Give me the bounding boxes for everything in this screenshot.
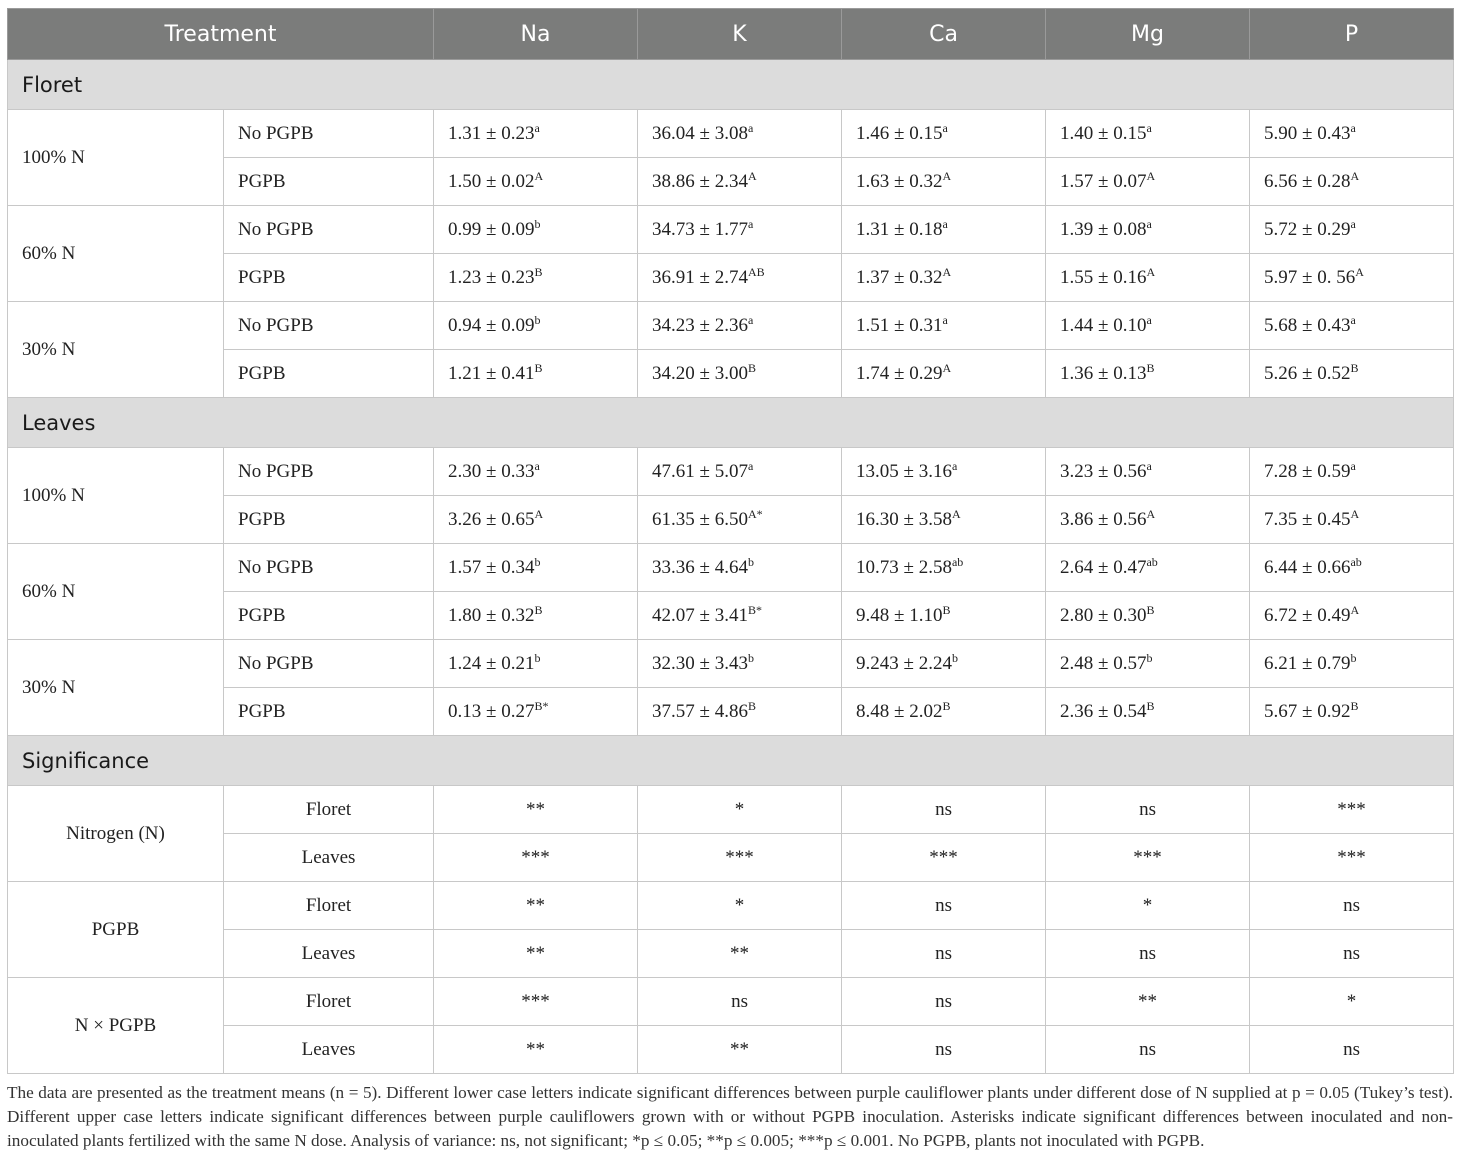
mean-sd-value: 2.48 ± 0.57 <box>1060 652 1147 674</box>
significance-letter: A <box>942 360 952 375</box>
significance-letter: a <box>534 120 540 135</box>
significance-cell: *** <box>1250 786 1454 834</box>
mean-sd-value: 2.80 ± 0.30 <box>1060 604 1147 626</box>
significance-letter: ab <box>1350 554 1362 569</box>
significance-letter: B* <box>534 698 549 713</box>
section-title: Floret <box>8 60 1454 110</box>
value-cell <box>434 110 638 158</box>
significance-letter: a <box>747 312 754 327</box>
mean-sd-value: 2.30 ± 0.33 <box>448 460 535 482</box>
significance-letter: ab <box>1146 554 1158 569</box>
inoculation-label: No PGPB <box>224 110 434 158</box>
significance-cell: ns <box>1046 930 1250 978</box>
significance-letter: B <box>747 698 756 713</box>
significance-letter: B <box>534 264 543 279</box>
column-header-k: K <box>638 9 842 60</box>
significance-letter: a <box>747 216 754 231</box>
table-row <box>8 448 1454 496</box>
mean-sd-value: 0.13 ± 0.27 <box>448 700 535 722</box>
mean-sd-value: 34.23 ± 2.36 <box>652 314 748 336</box>
mean-sd-value: 3.26 ± 0.65 <box>448 508 535 530</box>
significance-cell: ns <box>638 978 842 1026</box>
mean-sd-value: 6.72 ± 0.49 <box>1264 604 1351 626</box>
nitrogen-dose-label: 30% N <box>8 640 224 736</box>
inoculation-label: No PGPB <box>224 206 434 254</box>
significance-letter: B <box>942 698 951 713</box>
significance-letter: B <box>747 360 756 375</box>
significance-letter: B <box>1350 360 1359 375</box>
table-row <box>8 110 1454 158</box>
significance-letter: B <box>942 602 951 617</box>
mean-sd-value: 1.37 ± 0.32 <box>856 266 943 288</box>
significance-letter: A <box>747 168 757 183</box>
column-header-p: P <box>1250 9 1454 60</box>
value-cell <box>1250 110 1454 158</box>
mean-sd-value: 5.68 ± 0.43 <box>1264 314 1351 336</box>
value-cell <box>638 158 842 206</box>
significance-letter: A <box>1350 506 1360 521</box>
section-title: Significance <box>8 736 1454 786</box>
significance-letter: a <box>1350 312 1356 327</box>
significance-letter: a <box>1146 312 1152 327</box>
mean-sd-value: 47.61 ± 5.07 <box>652 460 748 482</box>
value-cell <box>842 688 1046 736</box>
value-cell <box>1046 592 1250 640</box>
mean-sd-value: 1.39 ± 0.08 <box>1060 218 1147 240</box>
mean-sd-value: 1.24 ± 0.21 <box>448 652 535 674</box>
table-row <box>8 158 1454 206</box>
value-cell <box>638 544 842 592</box>
significance-cell: ns <box>842 786 1046 834</box>
significance-letter: b <box>1350 650 1357 665</box>
mean-sd-value: 0.99 ± 0.09 <box>448 218 535 240</box>
value-cell <box>1250 496 1454 544</box>
significance-letter: a <box>1350 216 1356 231</box>
value-cell <box>638 302 842 350</box>
significance-letter: AB <box>747 264 765 279</box>
significance-cell: ** <box>434 930 638 978</box>
value-cell <box>1250 158 1454 206</box>
inoculation-label: PGPB <box>224 496 434 544</box>
table-row <box>8 834 1454 882</box>
table-row <box>8 592 1454 640</box>
significance-cell: ** <box>434 882 638 930</box>
significance-letter: A <box>951 506 961 521</box>
inoculation-label: PGPB <box>224 592 434 640</box>
value-cell <box>1046 302 1250 350</box>
mean-sd-value: 1.63 ± 0.32 <box>856 170 943 192</box>
mean-sd-value: 1.21 ± 0.41 <box>448 362 535 384</box>
value-cell <box>638 448 842 496</box>
mean-sd-value: 61.35 ± 6.50 <box>652 508 748 530</box>
table-row <box>8 496 1454 544</box>
value-cell <box>638 254 842 302</box>
mean-sd-value: 3.86 ± 0.56 <box>1060 508 1147 530</box>
table-row <box>8 544 1454 592</box>
inoculation-label: PGPB <box>224 688 434 736</box>
significance-letter: a <box>1350 458 1356 473</box>
mean-sd-value: 1.50 ± 0.02 <box>448 170 535 192</box>
column-header-ca: Ca <box>842 9 1046 60</box>
significance-cell: ** <box>638 1026 842 1074</box>
value-cell <box>842 110 1046 158</box>
significance-cell: ns <box>1250 882 1454 930</box>
mean-sd-value: 1.46 ± 0.15 <box>856 122 943 144</box>
tissue-label: Leaves <box>224 1026 434 1074</box>
significance-letter: b <box>534 554 541 569</box>
mean-sd-value: 5.72 ± 0.29 <box>1264 218 1351 240</box>
mean-sd-value: 2.64 ± 0.47 <box>1060 556 1147 578</box>
mean-sd-value: 1.51 ± 0.31 <box>856 314 943 336</box>
mean-sd-value: 1.57 ± 0.34 <box>448 556 535 578</box>
value-cell <box>434 544 638 592</box>
significance-letter: a <box>534 458 540 473</box>
significance-cell: ns <box>842 930 1046 978</box>
significance-cell: ns <box>842 882 1046 930</box>
mean-sd-value: 1.44 ± 0.10 <box>1060 314 1147 336</box>
mean-sd-value: 1.31 ± 0.23 <box>448 122 535 144</box>
mean-sd-value: 34.20 ± 3.00 <box>652 362 748 384</box>
section-row <box>8 60 1454 110</box>
mean-sd-value: 7.35 ± 0.45 <box>1264 508 1351 530</box>
table-row <box>8 882 1454 930</box>
significance-letter: B <box>534 360 543 375</box>
significance-cell: *** <box>1250 834 1454 882</box>
tissue-label: Floret <box>224 882 434 930</box>
significance-cell: *** <box>434 834 638 882</box>
mean-sd-value: 5.97 ± 0. 56 <box>1264 266 1356 288</box>
factor-label: Nitrogen (N) <box>8 786 224 882</box>
mean-sd-value: 6.56 ± 0.28 <box>1264 170 1351 192</box>
tissue-label: Floret <box>224 786 434 834</box>
mean-sd-value: 1.57 ± 0.07 <box>1060 170 1147 192</box>
section-row <box>8 398 1454 448</box>
significance-letter: B* <box>747 602 762 617</box>
inoculation-label: No PGPB <box>224 544 434 592</box>
value-cell <box>1250 206 1454 254</box>
significance-letter: a <box>1146 458 1152 473</box>
significance-letter: A <box>1355 264 1364 279</box>
value-cell <box>638 350 842 398</box>
significance-letter: A <box>1146 168 1156 183</box>
value-cell <box>842 350 1046 398</box>
mean-sd-value: 3.23 ± 0.56 <box>1060 460 1147 482</box>
significance-letter: A <box>534 506 544 521</box>
mean-sd-value: 1.74 ± 0.29 <box>856 362 943 384</box>
value-cell <box>434 496 638 544</box>
section-title: Leaves <box>8 398 1454 448</box>
significance-letter: b <box>534 216 541 231</box>
significance-cell: ** <box>638 930 842 978</box>
value-cell <box>842 496 1046 544</box>
mean-sd-value: 5.90 ± 0.43 <box>1264 122 1351 144</box>
significance-cell: ns <box>1250 930 1454 978</box>
table-row <box>8 978 1454 1026</box>
value-cell <box>1250 688 1454 736</box>
header-row <box>8 9 1454 60</box>
significance-letter: a <box>951 458 958 473</box>
mean-sd-value: 42.07 ± 3.41 <box>652 604 748 626</box>
value-cell <box>1046 640 1250 688</box>
significance-cell: *** <box>638 834 842 882</box>
significance-letter: A <box>1350 602 1360 617</box>
mean-sd-value: 1.36 ± 0.13 <box>1060 362 1147 384</box>
table-row <box>8 640 1454 688</box>
mean-sd-value: 36.04 ± 3.08 <box>652 122 748 144</box>
significance-letter: a <box>747 120 754 135</box>
significance-letter: B <box>1350 698 1359 713</box>
significance-letter: b <box>951 650 958 665</box>
significance-letter: B <box>1146 698 1155 713</box>
significance-cell: * <box>638 786 842 834</box>
significance-cell: ns <box>842 978 1046 1026</box>
value-cell <box>434 350 638 398</box>
table-row <box>8 1026 1454 1074</box>
significance-cell: ns <box>1046 786 1250 834</box>
significance-letter: a <box>1146 216 1152 231</box>
value-cell <box>638 688 842 736</box>
mean-sd-value: 0.94 ± 0.09 <box>448 314 535 336</box>
nitrogen-dose-label: 30% N <box>8 302 224 398</box>
value-cell <box>1046 110 1250 158</box>
mean-sd-value: 2.36 ± 0.54 <box>1060 700 1147 722</box>
value-cell <box>842 206 1046 254</box>
table-row <box>8 206 1454 254</box>
mean-sd-value: 1.31 ± 0.18 <box>856 218 943 240</box>
tissue-label: Leaves <box>224 930 434 978</box>
value-cell <box>1250 544 1454 592</box>
significance-letter: a <box>1350 120 1356 135</box>
significance-cell: ns <box>1250 1026 1454 1074</box>
table-row <box>8 786 1454 834</box>
significance-cell: *** <box>1046 834 1250 882</box>
significance-letter: A* <box>747 506 763 521</box>
value-cell <box>434 448 638 496</box>
mean-sd-value: 6.21 ± 0.79 <box>1264 652 1351 674</box>
significance-letter: B <box>534 602 543 617</box>
significance-letter: b <box>534 650 541 665</box>
value-cell <box>638 110 842 158</box>
significance-cell: ** <box>434 786 638 834</box>
significance-letter: ab <box>951 554 964 569</box>
value-cell <box>1250 448 1454 496</box>
table-footnote: The data are presented as the treatment means (n = 5). Different lower case letters indicate significant differences between purple cauliflower plants under different dose of N supplied at p = 0.05 (Tukey’s test). Different upper case letters indicate significant differences between purple cauliflowers grown with or without PGPB inoculation. Asterisks indicate significant differences between inoculated and non-inoculated plants fertilized with the same N dose. Analysis of variance: ns, not significant; *p ≤ 0.05; **p ≤ 0.005; ***p ≤ 0.001. No PGPB, plants not inoculated with PGPB. <box>7 1083 1453 1150</box>
table-row <box>8 254 1454 302</box>
mean-sd-value: 16.30 ± 3.58 <box>856 508 952 530</box>
mean-sd-value: 34.73 ± 1.77 <box>652 218 748 240</box>
significance-letter: A <box>1350 168 1360 183</box>
significance-cell: ns <box>1046 1026 1250 1074</box>
mean-sd-value: 1.55 ± 0.16 <box>1060 266 1147 288</box>
value-cell <box>1250 302 1454 350</box>
mean-sd-value: 36.91 ± 2.74 <box>652 266 748 288</box>
mean-sd-value: 1.23 ± 0.23 <box>448 266 535 288</box>
value-cell <box>1046 544 1250 592</box>
value-cell <box>842 592 1046 640</box>
mean-sd-value: 38.86 ± 2.34 <box>652 170 748 192</box>
mean-sd-value: 33.36 ± 4.64 <box>652 556 748 578</box>
value-cell <box>1046 158 1250 206</box>
value-cell <box>434 640 638 688</box>
table-row <box>8 930 1454 978</box>
significance-letter: b <box>1146 650 1153 665</box>
value-cell <box>638 206 842 254</box>
significance-letter: b <box>747 650 754 665</box>
significance-cell: *** <box>434 978 638 1026</box>
value-cell <box>1250 254 1454 302</box>
inoculation-label: No PGPB <box>224 640 434 688</box>
value-cell <box>638 496 842 544</box>
mean-sd-value: 8.48 ± 2.02 <box>856 700 943 722</box>
value-cell <box>434 158 638 206</box>
value-cell <box>1250 592 1454 640</box>
nitrogen-dose-label: 100% N <box>8 110 224 206</box>
significance-letter: a <box>942 312 948 327</box>
column-header-treatment: Treatment <box>8 9 434 60</box>
significance-letter: b <box>534 312 541 327</box>
mean-sd-value: 7.28 ± 0.59 <box>1264 460 1351 482</box>
inoculation-label: PGPB <box>224 350 434 398</box>
value-cell <box>842 302 1046 350</box>
factor-label: N × PGPB <box>8 978 224 1074</box>
mean-sd-value: 32.30 ± 3.43 <box>652 652 748 674</box>
nutrient-table-container <box>7 8 1453 1074</box>
significance-letter: A <box>1146 264 1156 279</box>
mean-sd-value: 13.05 ± 3.16 <box>856 460 952 482</box>
mean-sd-value: 1.80 ± 0.32 <box>448 604 535 626</box>
table-row <box>8 688 1454 736</box>
value-cell <box>1046 688 1250 736</box>
mean-sd-value: 10.73 ± 2.58 <box>856 556 952 578</box>
mean-sd-value: 5.26 ± 0.52 <box>1264 362 1351 384</box>
significance-letter: A <box>534 168 544 183</box>
inoculation-label: PGPB <box>224 254 434 302</box>
table-row <box>8 350 1454 398</box>
significance-cell: ** <box>1046 978 1250 1026</box>
mean-sd-value: 1.40 ± 0.15 <box>1060 122 1147 144</box>
value-cell <box>1250 640 1454 688</box>
significance-letter: A <box>942 168 952 183</box>
factor-label: PGPB <box>8 882 224 978</box>
value-cell <box>842 448 1046 496</box>
column-header-na: Na <box>434 9 638 60</box>
inoculation-label: PGPB <box>224 158 434 206</box>
value-cell <box>1046 254 1250 302</box>
value-cell <box>434 592 638 640</box>
inoculation-label: No PGPB <box>224 302 434 350</box>
mean-sd-value: 5.67 ± 0.92 <box>1264 700 1351 722</box>
table-body <box>8 60 1454 1074</box>
value-cell <box>842 544 1046 592</box>
value-cell <box>434 254 638 302</box>
significance-cell: * <box>1046 882 1250 930</box>
nutrient-table <box>7 8 1454 1074</box>
value-cell <box>1250 350 1454 398</box>
significance-letter: a <box>1146 120 1152 135</box>
value-cell <box>842 640 1046 688</box>
value-cell <box>1046 206 1250 254</box>
value-cell <box>842 158 1046 206</box>
significance-letter: A <box>1146 506 1156 521</box>
tissue-label: Floret <box>224 978 434 1026</box>
inoculation-label: No PGPB <box>224 448 434 496</box>
significance-cell: ns <box>842 1026 1046 1074</box>
significance-letter: A <box>942 264 952 279</box>
significance-letter: a <box>747 458 754 473</box>
value-cell <box>1046 496 1250 544</box>
mean-sd-value: 9.243 ± 2.24 <box>856 652 952 674</box>
value-cell <box>842 254 1046 302</box>
tissue-label: Leaves <box>224 834 434 882</box>
section-row <box>8 736 1454 786</box>
value-cell <box>434 206 638 254</box>
value-cell <box>434 302 638 350</box>
value-cell <box>638 592 842 640</box>
value-cell <box>638 640 842 688</box>
significance-cell: ** <box>434 1026 638 1074</box>
table-row <box>8 302 1454 350</box>
mean-sd-value: 37.57 ± 4.86 <box>652 700 748 722</box>
significance-letter: B <box>1146 602 1155 617</box>
column-header-mg: Mg <box>1046 9 1250 60</box>
value-cell <box>434 688 638 736</box>
significance-cell: *** <box>842 834 1046 882</box>
mean-sd-value: 6.44 ± 0.66 <box>1264 556 1351 578</box>
nitrogen-dose-label: 60% N <box>8 544 224 640</box>
value-cell <box>1046 448 1250 496</box>
significance-letter: a <box>942 120 948 135</box>
mean-sd-value: 9.48 ± 1.10 <box>856 604 943 626</box>
significance-letter: a <box>942 216 948 231</box>
significance-cell: * <box>638 882 842 930</box>
significance-letter: B <box>1146 360 1155 375</box>
nitrogen-dose-label: 60% N <box>8 206 224 302</box>
significance-cell: * <box>1250 978 1454 1026</box>
value-cell <box>1046 350 1250 398</box>
significance-letter: b <box>747 554 754 569</box>
nitrogen-dose-label: 100% N <box>8 448 224 544</box>
